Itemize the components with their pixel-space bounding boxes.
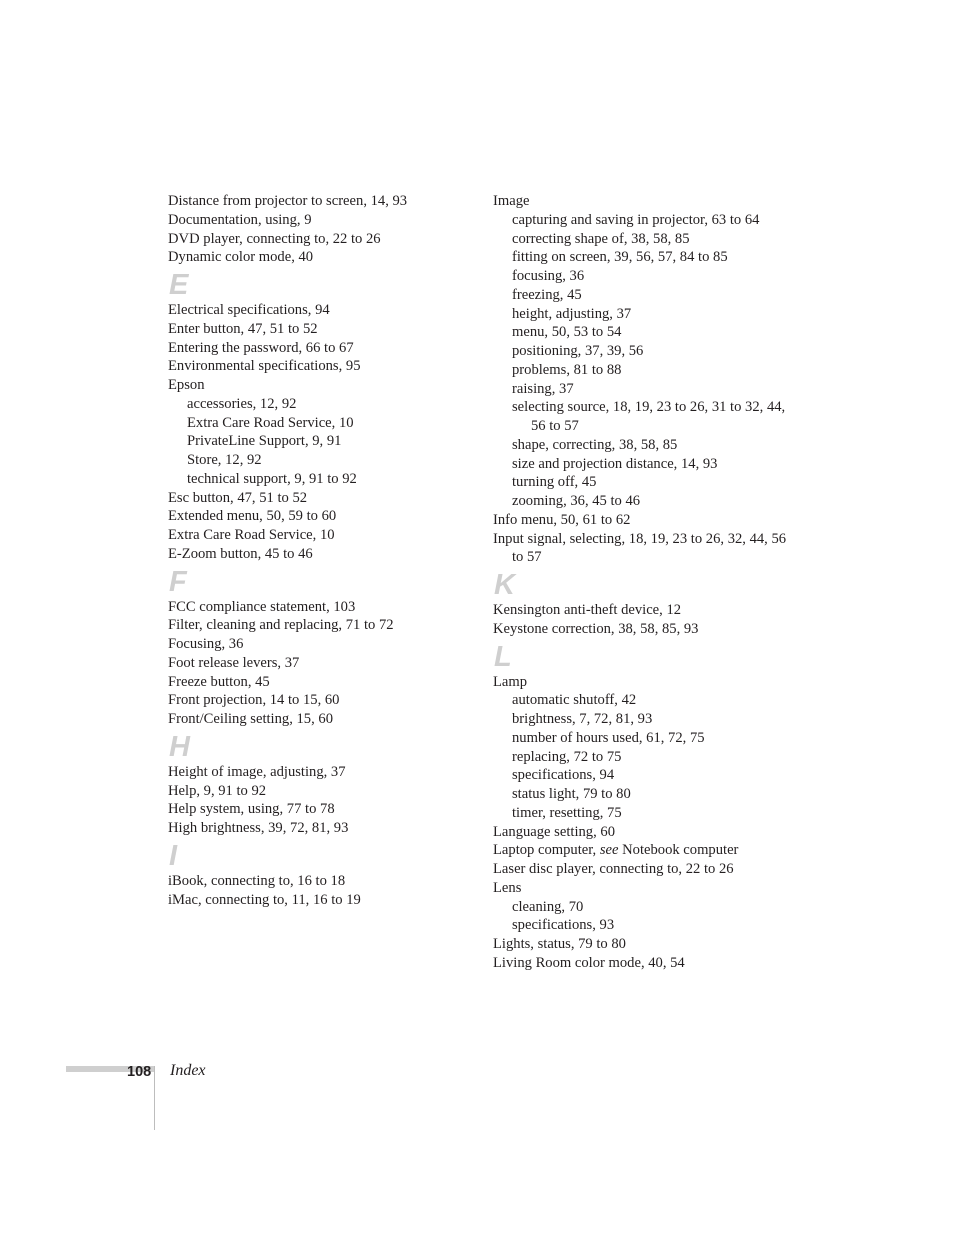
index-entry: E-Zoom button, 45 to 46 [168, 545, 313, 562]
index-entry: Focusing, 36 [168, 636, 244, 652]
index-subentry: PrivateLine Support, 9, 91 [187, 433, 342, 450]
footer-divider [154, 1066, 155, 1130]
running-title: Index [170, 1062, 206, 1079]
index-entry: High brightness, 39, 72, 81, 93 [168, 820, 349, 836]
index-entry: Kensington anti-theft device, 12 [493, 602, 682, 618]
index-subentry: focusing, 36 [512, 268, 585, 284]
index-subentry: technical support, 9, 91 to 92 [187, 470, 357, 487]
index-entry: Lamp [493, 673, 528, 690]
index-entry: Freeze button, 45 [168, 673, 270, 690]
section-letter-l: L [494, 640, 512, 673]
index-entry: Laser disc player, connecting to, 22 to 26 [493, 861, 734, 877]
index-subentry: correcting shape of, 38, 58, 85 [512, 230, 690, 247]
index-subentry: positioning, 37, 39, 56 [512, 343, 644, 359]
index-subentry: status light, 79 to 80 [512, 786, 631, 802]
index-entry: Environmental specifications, 95 [168, 358, 361, 375]
index-entry: Height of image, adjusting, 37 [168, 763, 346, 780]
entry-text: Laptop computer, [493, 842, 600, 859]
index-subentry: size and projection distance, 14, 93 [512, 455, 718, 472]
index-subentry: raising, 37 [512, 380, 574, 397]
index-entry: Entering the password, 66 to 67 [168, 339, 354, 356]
index-subentry: automatic shutoff, 42 [512, 692, 637, 709]
index-subentry: freezing, 45 [512, 286, 582, 303]
index-entry: Filter, cleaning and replacing, 71 to 72 [168, 617, 394, 634]
index-entry-laptop [493, 841, 793, 860]
index-entry: Language setting, 60 [493, 823, 615, 840]
index-entry: FCC compliance statement, 103 [168, 598, 356, 615]
index-subentry: turning off, 45 [512, 474, 597, 491]
index-subentry: cleaning, 70 [512, 898, 584, 915]
index-entry: Epson [168, 377, 205, 393]
index-entry: Help system, using, 77 to 78 [168, 801, 335, 818]
index-subentry: zooming, 36, 45 to 46 [512, 493, 641, 509]
section-letter-e: E [169, 269, 189, 301]
index-subentry: problems, 81 to 88 [512, 361, 622, 378]
section-letter-h: H [169, 730, 190, 763]
index-entry: Front/Ceiling setting, 15, 60 [168, 711, 333, 727]
index-entry: iBook, connecting to, 16 to 18 [168, 872, 346, 889]
index-column-right [493, 192, 793, 973]
cross-reference-target: Notebook computer [618, 842, 739, 859]
index-entry: Enter button, 47, 51 to 52 [168, 320, 318, 337]
index-entry: Input signal, selecting, 18, 19, 23 to 26, 32, 44, 56 to 57 [493, 530, 787, 566]
section-letter-f: F [169, 565, 187, 598]
index-subentry: timer, resetting, 75 [512, 804, 622, 821]
index-entry: Distance from projector to screen, 14, 93 [168, 193, 408, 209]
index-subentry: number of hours used, 61, 72, 75 [512, 729, 705, 746]
page-number: 108 [127, 1064, 152, 1080]
index-subentry: replacing, 72 to 75 [512, 748, 622, 765]
index-subentry: fitting on screen, 39, 56, 57, 84 to 85 [512, 249, 728, 266]
index-entry: DVD player, connecting to, 22 to 26 [168, 230, 381, 247]
index-subentry: capturing and saving in projector, 63 to 64 [512, 211, 760, 228]
index-subentry: selecting source, 18, 19, 23 to 26, 31 to 32, 44, 56 to 57 [512, 399, 786, 434]
index-entry: Extra Care Road Service, 10 [168, 527, 335, 543]
index-subentry: Store, 12, 92 [187, 452, 262, 468]
index-subentry: specifications, 93 [512, 917, 615, 934]
index-subentry: accessories, 12, 92 [187, 395, 297, 412]
see-reference: see [599, 842, 619, 859]
index-entry: Electrical specifications, 94 [168, 302, 330, 318]
section-letter-i: I [169, 839, 178, 872]
index-entry: iMac, connecting to, 11, 16 to 19 [168, 891, 361, 908]
index-entry: Front projection, 14 to 15, 60 [168, 692, 340, 709]
index-entry: Living Room color mode, 40, 54 [493, 954, 685, 971]
index-entry: Foot release levers, 37 [168, 654, 300, 671]
index-subentry: specifications, 94 [512, 767, 615, 784]
index-entry: Help, 9, 91 to 92 [168, 782, 267, 799]
index-entry: Documentation, using, 9 [168, 211, 312, 228]
index-entry: Dynamic color mode, 40 [168, 249, 314, 266]
index-entry: Info menu, 50, 61 to 62 [493, 511, 631, 528]
index-entry: Extended menu, 50, 59 to 60 [168, 508, 337, 525]
index-subentry: Extra Care Road Service, 10 [187, 414, 354, 431]
index-entry: Lens [493, 879, 522, 896]
index-column-left [168, 192, 468, 909]
index-subentry: brightness, 7, 72, 81, 93 [512, 711, 653, 727]
section-letter-k: K [494, 569, 515, 601]
index-entry: Keystone correction, 38, 58, 85, 93 [493, 620, 699, 637]
index-subentry: menu, 50, 53 to 54 [512, 324, 622, 341]
index-entry: Esc button, 47, 51 to 52 [168, 489, 308, 506]
index-entry: Lights, status, 79 to 80 [493, 936, 626, 952]
index-subentry: shape, correcting, 38, 58, 85 [512, 436, 678, 453]
index-subentry: height, adjusting, 37 [512, 305, 632, 322]
index-entry: Image [493, 193, 530, 209]
